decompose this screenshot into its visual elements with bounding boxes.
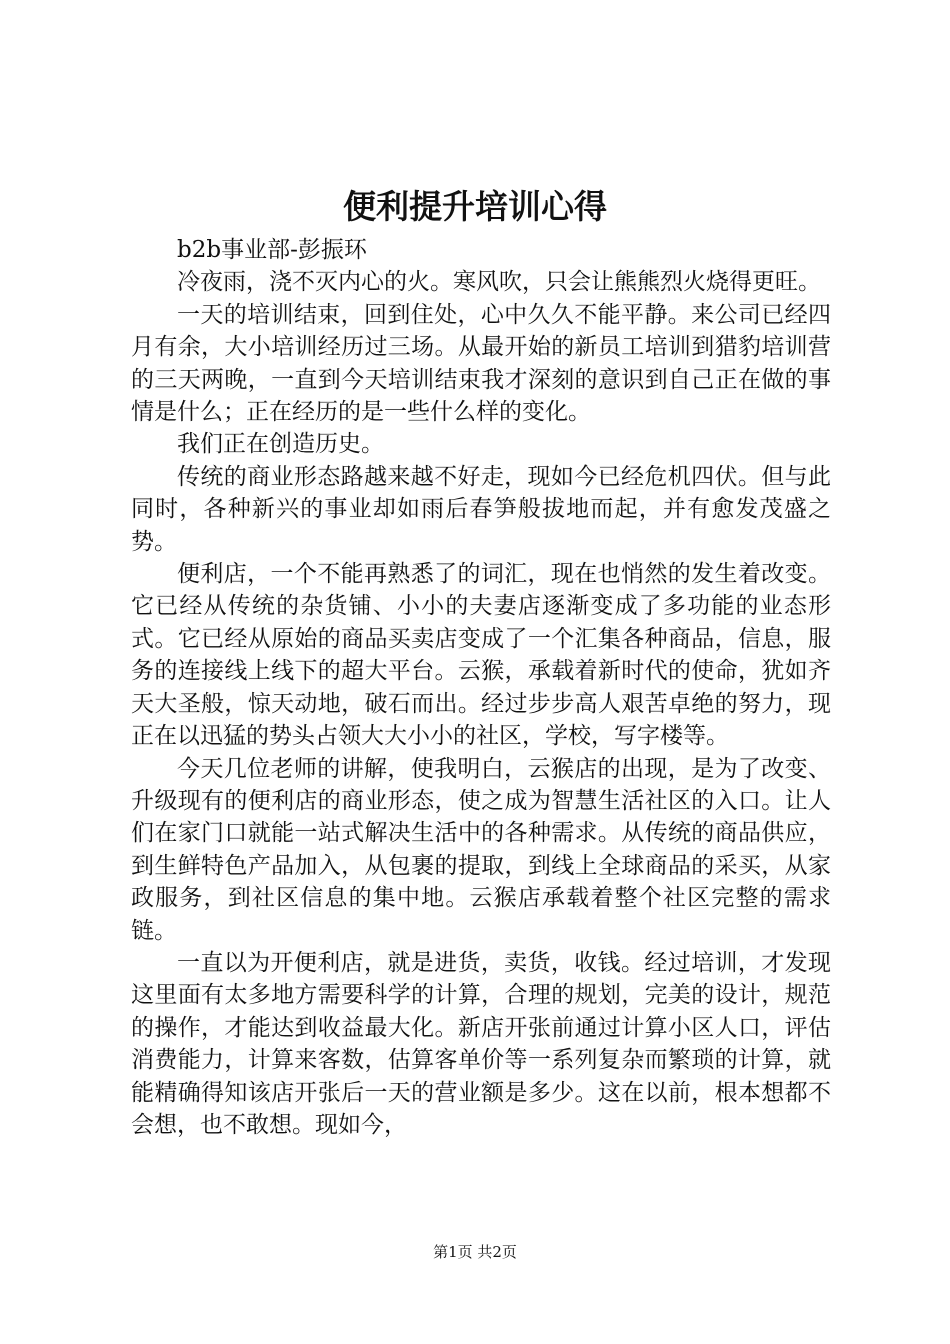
paragraph: 我们正在创造历史。 <box>177 431 384 458</box>
page-footer: 第1页 共2页 <box>433 1243 517 1261</box>
paragraph: 传统的商业形态路越来越不好走，现如今已经危机四伏。但与此同时，各种新兴的事业却如雨后春笋般拔地而起，并有愈发茂盛之势。 <box>131 463 831 555</box>
paragraph: 今天几位老师的讲解，使我明白，云猴店的出现，是为了改变、升级现有的便利店的商业形态，使之成为智慧生活社区的入口。让人们在家门口就能一站式解决生活中的各种需求。从传统的商品供应，到生鲜特色产品加入，从包裹的提取，到线上全球商品的采买，从家政服务，到社区信息的集中地。云猴店承载着整个社区完整的需求链。 <box>131 755 831 944</box>
paragraph: 一直以为开便利店，就是进货，卖货，收钱。经过培训，才发现这里面有太多地方需要科学的计算，合理的规划，完美的设计，规范的操作，才能达到收益最大化。新店开张前通过计算小区人口，评估消费能力，计算来客数，估算客单价等一系列复杂而繁琐的计算，就能精确得知该店开张后一天的营业额是多少。这在以前，根本想都不会想，也不敢想。现如今， <box>131 949 831 1138</box>
paragraph: 冷夜雨，浇不灭内心的火。寒风吹，只会让熊熊烈火烧得更旺。 <box>177 269 821 296</box>
document-body <box>131 234 831 1141</box>
paragraph: 一天的培训结束，回到住处，心中久久不能平静。来公司已经四月有余，大小培训经历过三场。从最开始的新员工培训到猎豹培训营的三天两晚，一直到今天培训结束我才深刻的意识到自己正在做的事情是什么；正在经历的是一些什么样的变化。 <box>131 301 831 426</box>
document-title: 便利提升培训心得 <box>343 187 607 226</box>
author-line: b2b事业部-彭振环 <box>177 237 367 263</box>
paragraph: 便利店，一个不能再熟悉了的词汇，现在也悄然的发生着改变。它已经从传统的杂货铺、小小的夫妻店逐渐变成了多功能的业态形式。它已经从原始的商品买卖店变成了一个汇集各种商品，信息，服务的连接线上线下的超大平台。云猴，承载着新时代的使命，犹如齐天大圣般，惊天动地，破石而出。经过步步高人艰苦卓绝的努力，现正在以迅猛的势头占领大大小小的社区，学校，写字楼等。 <box>131 561 831 750</box>
